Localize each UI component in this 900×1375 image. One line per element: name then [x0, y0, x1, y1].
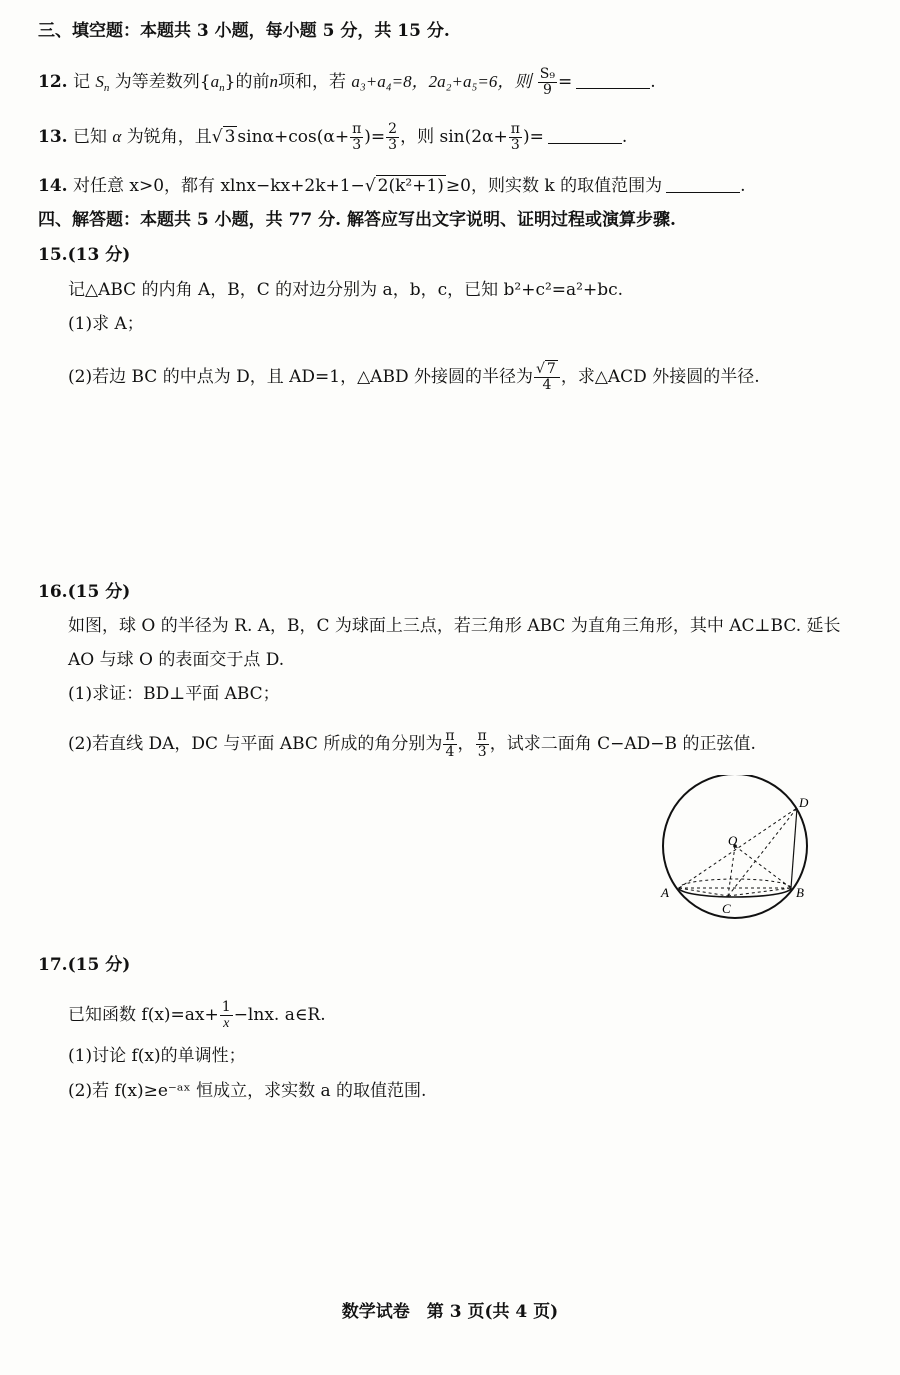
q17-frac-x-var: x	[223, 1016, 230, 1031]
question-12: 12. 记 $S_n$ 为等差数列$\{a_n\}$的前n项和，若 a₃+a₄=8，2a₂+a₅=6，则 $\frac{\text{S₉}}{9}$ = .	[38, 66, 656, 98]
question-16-heading	[38, 581, 130, 603]
q15-frac-bot: 4	[542, 377, 552, 393]
q13-expr1: sinα+cos(α+	[237, 127, 350, 147]
label-O: O	[728, 833, 738, 848]
label-A: A	[661, 885, 669, 900]
q16-frac-pi-a: π	[445, 728, 455, 744]
q12-number: 12.	[38, 72, 68, 92]
question-13: 13. 已知 α 为锐角，且√ 3 sinα+cos(α+ $\frac{\pi}{3}$ )= $\frac{2}{3}$ ，则 sin(2α+ $\frac{\pi}{3}$ )= .	[38, 121, 628, 153]
page-footer: 数学试卷 第 3 页(共 4 页)	[341, 1302, 559, 1322]
q13-frac-3: 3	[352, 137, 362, 153]
q13-frac-pi-b: π	[510, 121, 520, 137]
q12-eq: =	[558, 72, 573, 92]
q12-frac-bot: 9	[542, 82, 552, 98]
q12-a-sub: n	[219, 82, 225, 95]
q12-pre: 记	[72, 72, 90, 92]
q13-expr2: )=	[364, 127, 386, 147]
q13-frac-pi3-a	[350, 122, 363, 153]
q15-stem: 记△ABC 的内角 A，B，C 的对边分别为 a，b，c，已知 b²+c²=a²+bc.	[68, 280, 624, 300]
q16-stem-line1: 如图，球 O 的半径为 R. A，B，C 为球面上三点，若三角形 ABC 为直角三角形，其中 AC⊥BC. 延长	[68, 616, 841, 636]
q14-sqrt-expr: 2(k²+1)	[377, 176, 444, 196]
q15-part1: (1)求 A；	[68, 314, 144, 334]
section3-header: 三、填空题：本题共 3 小题，每小题 5 分，共 15 分.	[38, 21, 450, 41]
q13-sqrt3: 3	[224, 127, 236, 147]
q12-brace-open: {	[199, 72, 211, 92]
q13-text3: ，则 sin(2α+	[400, 127, 508, 147]
segment-AD	[679, 808, 797, 888]
q13-text1: 已知	[72, 127, 107, 147]
q16-frac-pi4	[443, 729, 456, 760]
label-D: D	[799, 795, 809, 810]
question-17-heading	[38, 954, 130, 976]
q12-a: a	[210, 72, 220, 91]
q16-frac-pi-b: π	[477, 728, 487, 744]
q13-frac-pi: π	[352, 121, 362, 137]
label-B: B	[796, 885, 804, 900]
ellipse-front-arc	[679, 888, 791, 897]
q13-number: 13.	[38, 127, 68, 147]
q16-frac-pi3	[476, 729, 489, 760]
q13-frac-2-3	[386, 122, 399, 153]
q13-text2: 为锐角，且	[126, 127, 212, 147]
q13-frac-pi3-b	[509, 122, 522, 153]
q16-score: (15 分)	[67, 582, 131, 602]
q17-part1: (1)讨论 f(x)的单调性；	[68, 1046, 246, 1066]
q12-n: n	[269, 72, 278, 91]
q16-part2	[68, 729, 756, 760]
q15-part2-a: (2)若边 BC 的中点为 D，且 AD=1，△ABD 外接圆的半径为	[68, 367, 533, 387]
q17-part2: (2)若 f(x)≥e⁻ᵃˣ 恒成立，求实数 a 的取值范围.	[68, 1081, 427, 1101]
q16-frac-3: 3	[477, 744, 487, 760]
segment-CB	[728, 888, 791, 896]
q16-part2-a: (2)若直线 DA，DC 与平面 ABC 所成的角分别为	[68, 734, 443, 754]
q13-expr3: )=	[522, 127, 544, 147]
q15-score: (13 分)	[67, 245, 131, 265]
q12-fraction	[538, 67, 557, 98]
q17-stem-b: −lnx. a∈R.	[233, 1005, 326, 1025]
q17-stem	[68, 1000, 326, 1031]
segment-OB	[735, 846, 791, 888]
q17-stem-a: 已知函数 f(x)=ax+	[68, 1005, 219, 1025]
q12-brace-close: }	[224, 72, 236, 92]
q16-comma: ，	[457, 734, 475, 754]
q14-text2: ≥0，则实数 k 的取值范围为	[445, 176, 663, 196]
q13-frac-3c: 3	[510, 137, 520, 153]
q15-number: 15.	[38, 245, 68, 265]
q12-S: S	[95, 72, 104, 91]
q17-frac-1: 1	[221, 999, 231, 1015]
q12-text2: 的前	[235, 72, 270, 92]
q17-frac-x	[221, 1016, 231, 1031]
q16-stem-line2: AO 与球 O 的表面交于点 D.	[68, 650, 285, 670]
q13-frac-2: 2	[388, 121, 398, 137]
q17-score: (15 分)	[67, 955, 131, 975]
q15-frac-sqrt: 7	[546, 361, 556, 377]
label-C: C	[722, 901, 731, 916]
q12-text3: 项和，若	[277, 72, 346, 92]
q12-condition: a₃+a₄=8，2a₂+a₅=6，则	[351, 72, 532, 91]
q15-part2-b: ，求△ACD 外接圆的半径.	[560, 367, 760, 387]
q15-frac-top: √ 7	[534, 362, 560, 378]
q16-number: 16.	[38, 582, 68, 602]
segment-CD	[728, 808, 797, 896]
segment-BD	[791, 808, 797, 888]
q12-text1: 为等差数列	[114, 72, 200, 92]
q17-frac-1x	[220, 1000, 233, 1031]
q12-frac-top: S₉	[539, 66, 555, 82]
section4-header: 四、解答题：本题共 5 小题，共 77 分. 解答应写出文字说明、证明过程或演算步骤.	[38, 210, 676, 230]
question-14: 14. 对任意 x>0，都有 xlnx−kx+2k+1−√ 2(k²+1) ≥0，则实数 k 的取值范围为 .	[38, 176, 746, 196]
question-15-heading	[38, 244, 130, 266]
q12-n-sub: n	[103, 82, 110, 95]
q15-radius-fraction	[534, 362, 560, 393]
q15-part2	[68, 362, 760, 393]
q12-answer-blank	[576, 72, 650, 89]
q13-answer-blank	[548, 127, 622, 144]
sphere-figure	[655, 775, 825, 925]
q16-part1: (1)求证：BD⊥平面 ABC；	[68, 684, 280, 704]
q16-part2-b: ，试求二面角 C−AD−B 的正弦值.	[489, 734, 756, 754]
q17-number: 17.	[38, 955, 68, 975]
q13-alpha: α	[112, 127, 122, 146]
q16-frac-4: 4	[445, 744, 455, 760]
q13-frac-3b: 3	[388, 137, 398, 153]
q14-answer-blank	[666, 176, 740, 193]
q14-number: 14.	[38, 176, 68, 196]
q14-text: 对任意 x>0，都有 xlnx−kx+2k+1−	[72, 176, 365, 196]
